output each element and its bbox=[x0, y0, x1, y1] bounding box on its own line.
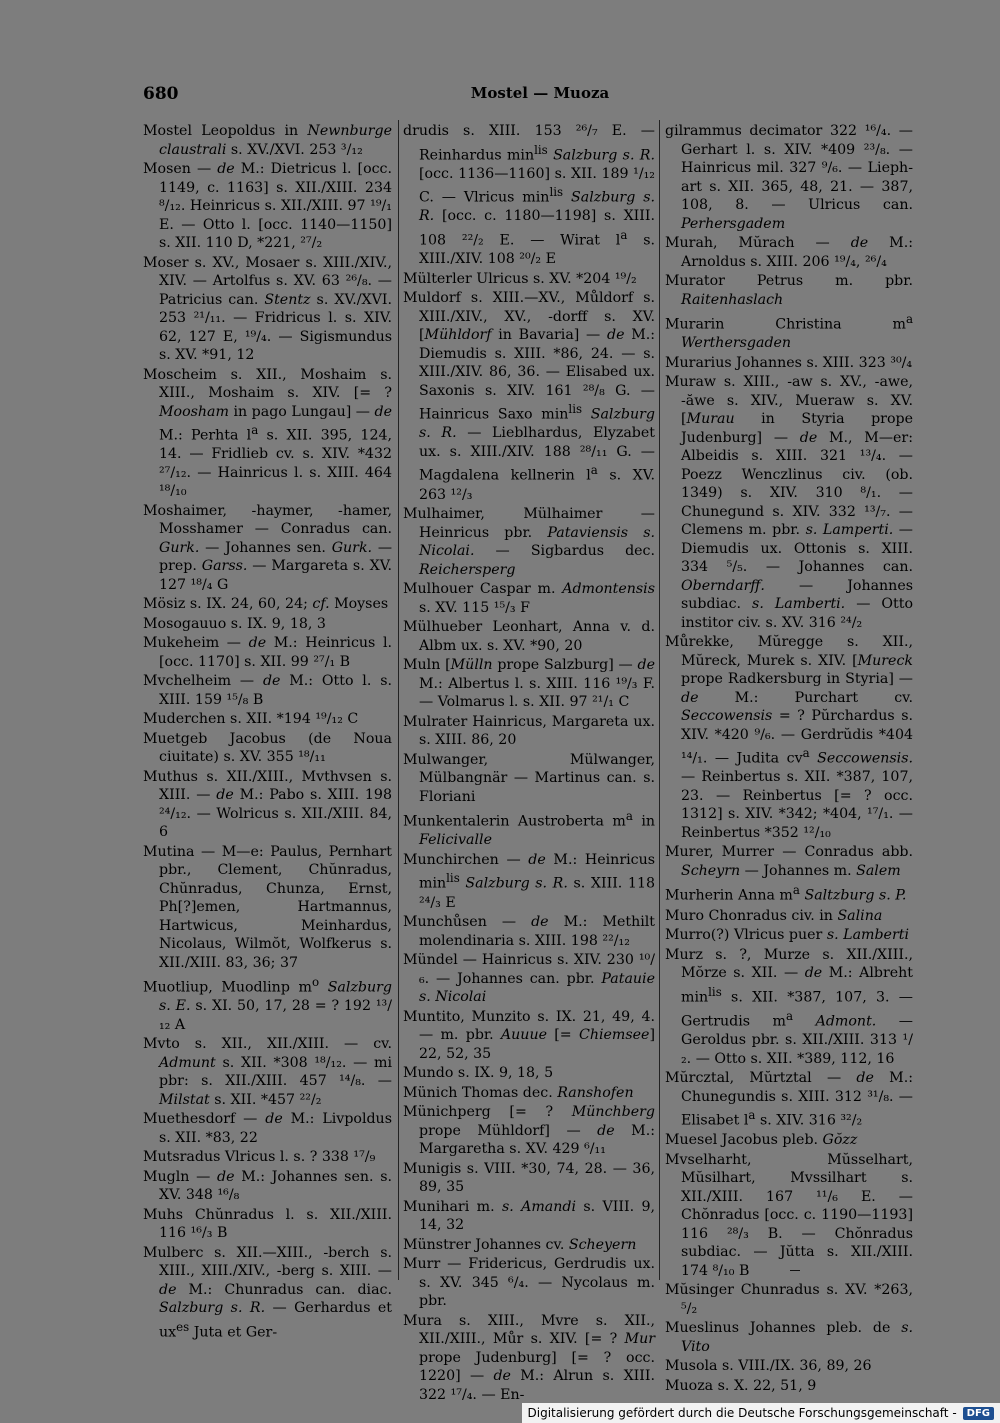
index-column-1 bbox=[143, 122, 392, 1343]
index-entry: Mundo s. IX. 9, 18, 5 bbox=[403, 1065, 554, 1082]
index-entry: Muderchen s. XII. *194 ¹⁹/₁₂ C bbox=[143, 711, 359, 728]
index-entry: Mutina — M—e: Paulus, Pernhart pbr., Clement, Chŭnradus, Chŭnradus, Chunza, Ernst, Ph[?]emen, Hartmannus, Hartwicus, Meinhardus, Nicolaus, Wilmŏt, Wolfkerus s. XII./XIII. 83, 36; 37 bbox=[143, 843, 392, 971]
index-entry: Murro(?) Vlricus puer s. Lamberti bbox=[665, 927, 909, 944]
index-entry: Murr — Fridericus, Gerdrudis ux. s. XV. 345 ⁶/₄. — Nycolaus m. pbr. bbox=[403, 1256, 655, 1310]
index-entry: Mulberc s. XII.—XIII., -berch s. XIII., XIII./XIV., -berg s. XIII. — de M.: Chunradus can. diac. Salzburg s. R. — Gerhardus et $ux^{es}$ Juta et Ger- bbox=[143, 1244, 392, 1341]
index-entry: Mündel — Hainricus s. XIV. 230 ¹⁰/₆. — Johannes can. pbr. Patauie s. Nicolai bbox=[403, 952, 655, 1006]
index-entry: Mösiz s. IX. 24, 60, 24; cf. Moyses bbox=[143, 596, 389, 613]
index-entry: Mosogauuo s. IX. 9, 18, 3 bbox=[143, 615, 326, 632]
index-entry: Muntito, Munzito s. IX. 21, 49, 4. — m. pbr. Auuue [= Chiemsee] 22, 52, 35 bbox=[403, 1008, 655, 1062]
index-entry: Muldorf s. XIII.—XV., Můldorf s. XIII./XIV., XV., -dorff s. XV. [Mühldorf in Bavaria] — de M.: Diemudis s. XIII. *86, 24. — s. XIII./XIV. 86, 36. — Elisabed ux. Saxonis s. XIV. 161 ²⁸/₈ G. — Hainricus Saxo $\min^{lis}$ Salzburg s. R. — Lieblhardus, Elyzabet ux. s. XIII./XIV. 188 ²⁸/₁₁ G. — Magdalena kellnerin $l^a$ s. XV. 263 ¹²/₃ bbox=[403, 290, 656, 503]
index-entry: Münichperg [= ? Münchberg prope Mühldorf] — de M.: Margaretha s. XV. 429 ⁶/₁₁ bbox=[403, 1104, 655, 1158]
index-entry: Mukeheim — de M.: Heinricus l. [occ. 1170] s. XII. 99 ²⁷/₁ B bbox=[143, 635, 393, 670]
index-entry: Münstrer Johannes cv. Scheyern bbox=[403, 1236, 637, 1253]
index-entry: Mŭsinger Chunradus s. XV. *263, ⁵/₂ bbox=[665, 1282, 913, 1317]
index-entry: Mulwanger, Mülwanger, Mülbangnär — Martinus can. s. Floriani bbox=[403, 751, 655, 805]
index-entry: Murarius Johannes s. XIII. 323 ³⁰/₄ bbox=[665, 354, 913, 371]
end-mark bbox=[790, 1270, 800, 1271]
footer-bar bbox=[522, 1403, 1000, 1423]
index-entry: Muro Chonradus civ. in Salina bbox=[665, 907, 883, 924]
index-entry: Murator Petrus m. pbr. Raitenhaslach bbox=[665, 273, 913, 308]
index-entry: Murz s. ?, Murze s. XII./XIII., Mŏrze s. XII. — de M.: Albreht $\min^{lis} s$. XII. *387, 107, 3. — Gertrudis $m^a$ Admont. — Geroldus pbr. s. XII./XIII. 313 ¹/₂. — Otto s. XII. *389, 112, 16 bbox=[665, 946, 913, 1067]
index-entry: Muethesdorf — de M.: Livpoldus s. XII. *83, 22 bbox=[143, 1111, 392, 1146]
index-entry: Mueslinus Johannes pleb. de s. Vito bbox=[665, 1320, 913, 1355]
index-entry: gilrammus decimator 322 ¹⁶/₄. — Gerhart l. s. XIV. *409 ²³/₈. — Hainricus mil. 327 ⁹/₆. — Liephart s. XII. 365, 48, 21. — 387, 108, 8. — Ulricus can. Perhersgadem bbox=[665, 123, 913, 232]
index-entry: Mura s. XIII., Mvre s. XII., XII./XIII., Můr s. XIV. [= ? Mur prope Judenburg] [= ? occ. 1220] — de M.: Alrun s. XIII. 322 ¹⁷/₄. — En- bbox=[403, 1312, 655, 1403]
index-entry: Mostel Leopoldus in Newnburge claustrali s. XV./XVI. 253 ³/₁₂ bbox=[143, 123, 392, 158]
column-divider bbox=[398, 120, 399, 1280]
column-divider bbox=[659, 120, 660, 1280]
index-entry: Muraw s. XIII., -aw s. XV., -awe, -ăwe s. XIV., Mueraw s. XV. [Murau in Styria prope Judenburg] — de M., M—er: Albeidis s. XIII. 321 ¹³/₄. — Poezz Wenczlinus civ. (ob. 1349) s. XIV. 310 ⁸/₁. — Chunegund s. XIV. 332 ¹³/₇. — Clemens m. pbr. s. Lamperti. — Diemudis ux. Ottonis s. XIII. 334 ⁵/₅. — Johannes can. Oberndarff. — Johannes subdiac. s. Lamberti. — Otto institor civ. s. XV. 316 ²⁴/₂ bbox=[665, 374, 913, 631]
index-entry: Moser s. XV., Mosaer s. XIII./XIV., XIV. — Artolfus s. XV. 63 ²⁶/₈. — Patricius can. Stentz s. XV./XVI. 253 ²¹/₁₁. — Fridricus l. s. XIV. 62, 127 E, ¹⁹/₄. — Sigismundus s. XV. *91, 12 bbox=[143, 254, 392, 363]
index-entry: Můrekke, Mŭregge s. XII., Mŭreck, Murek s. XIV. [Mureck prope Radkersburg in Styria] — de M.: Purchart cv. Seccowensis = ? Pŭrchardus s. XIV. *420 ⁹/₆. — Gerdrŭdis *404 ¹⁴/₁. — Judita $cv^a$ Seccowensis. — Reinbertus s. XII. *387, 107, 23. — Reinbertus [= ? occ. 1312] s. XIV. *342; *404, ¹⁷/₁. — Reinbertus *352 ¹²/₁₀ bbox=[665, 634, 913, 841]
index-entry: Murarin Christina $m^a$ Werthersgaden bbox=[665, 312, 913, 352]
dfg-logo: DFG bbox=[963, 1407, 994, 1420]
index-entry: Munchůsen — de M.: Methilt molendinaria s. XIII. 198 ²²/₁₂ bbox=[403, 914, 655, 949]
index-entry: Moscheim s. XII., Moshaim s. XIII., Moshaim s. XIV. [= ? Moosham in pago Lungau] — de M.: Perhta $l^a$ s. XII. 395, 124, 14. — Fridlieb cv. s. XIV. *432 ²⁷/₁₂. — Hainricus l. s. XIII. 464 ¹⁸/₁₀ bbox=[143, 366, 393, 500]
index-entry: Mvto s. XII., XII./XIII. — cv. Admunt s. XII. *308 ¹⁸/₁₂. — mi pbr: s. XII./XIII. 457 ¹⁴/₈. — Milstat s. XII. *457 ²²/₂ bbox=[143, 1036, 392, 1108]
index-entry: Moshaimer, -haymer, -hamer, Mosshamer — Conradus can. Gurk. — Johannes sen. Gurk. — prep. Garss. — Margareta s. XV. 127 ¹⁸/₄ G bbox=[143, 502, 393, 593]
index-entry: Munchirchen — de M.: Heinricus $\min^{lis}$ Salzburg s. R. s. XIII. 118 ²⁴/₃ E bbox=[403, 851, 656, 911]
index-column-3 bbox=[665, 122, 913, 1396]
index-entry: Mvselharht, Mŭsselhart, Mŭsilhart, Mvssilhart s. XII./XIII. 167 ¹¹/₆ E. — Chŏnradus [occ. c. 1190—1193] 116 ²⁸/₃ B. — Chŏnradus subdiac. — Jŭtta s. XII./XIII. 174 ⁸/₁₀ B bbox=[665, 1151, 913, 1279]
index-entry: Mülhueber Leonhart, Anna v. d. Albm ux. s. XV. *90, 20 bbox=[403, 619, 655, 654]
index-entry: Murherin Anna $m^a$ Saltzburg s. P. bbox=[665, 883, 907, 905]
index-entry: Mosen — de M.: Dietricus l. [occ. 1149, c. 1163] s. XII./XIII. 234 ⁸/₁₂. Heinricus s. XII./XIII. 97 ¹⁹/₁ E. — Otto l. [occ. 1140—1150] s. XII. 110 D, *221, ²⁷/₂ bbox=[143, 161, 393, 251]
index-entry: Musola s. VIII./IX. 36, 89, 26 bbox=[665, 1358, 872, 1375]
index-entry: Mulrater Hainricus, Margareta ux. s. XIII. 86, 20 bbox=[403, 713, 655, 749]
index-entry: Muln [Mülln prope Salzburg] — de M.: Albertus l. s. XIII. 116 ¹⁹/₃ F. — Volmarus l. s. XII. 97 ²¹/₁ C bbox=[403, 657, 655, 711]
index-entry: Muhs Chŭnradus l. s. XII./XIII. 116 ¹⁶/₃ B bbox=[143, 1206, 392, 1242]
index-entry: Murah, Mŭrach — de M.: Arnoldus s. XIII. 206 ¹⁹/₄, ²⁶/₄ bbox=[665, 235, 913, 270]
running-head: Mostel — Muoza bbox=[470, 84, 610, 102]
index-entry: Muthus s. XII./XIII., Mvthvsen s. XIII. — de M.: Pabo s. XIII. 198 ²⁴/₁₂. — Wolricus s. XII./XIII. 84, 6 bbox=[143, 768, 392, 841]
index-entry: Muetgeb Jacobus (de Noua ciuitate) s. XV. 355 ¹⁸/₁₁ bbox=[143, 730, 392, 766]
index-entry: Mulhaimer, Mülhaimer — Heinricus pbr. Pataviensis s. Nicolai. — Sigbardus dec. Reichersperg bbox=[403, 506, 656, 578]
index-entry: Mugln — de M.: Johannes sen. s. XV. 348 ¹⁶/₈ bbox=[143, 1168, 392, 1204]
index-entry: Munkentalerin Austroberta $m^a$ in Felicivalle bbox=[403, 809, 655, 849]
index-entry: drudis s. XIII. 153 ²⁶/₇ E. — Reinhardus $\min^{lis}$ Salzburg s. R. [occ. 1136—1160] s. XII. 189 ¹/₁₂ C. — Vlricus $\min^{lis}$ Salzburg s. R. [occ. c. 1180—1198] s. XIII. 108 ²²/₂ E. — Wirat $l^a$ s. XIII./XIV. 108 ²⁰/₂ E bbox=[403, 123, 656, 268]
index-entry: Muesel Jacobus pleb. Gŏzz bbox=[665, 1132, 858, 1149]
footer-credit: Digitalisierung gefördert durch die Deutsche Forschungsgemeinschaft - bbox=[527, 1406, 957, 1420]
index-entry: Mŭrcztal, Mŭrtztal — de M.: Chunegundis s. XIII. 312 ³¹/₈. — Elisabet $l^a$ s. XIV. 316 ³²/₂ bbox=[665, 1070, 913, 1129]
index-entry: Munigis s. VIII. *30, 74, 28. — 36, 89, 35 bbox=[403, 1160, 655, 1196]
index-entry: Münich Thomas dec. Ranshofen bbox=[403, 1084, 634, 1101]
index-entry: Mulhouer Caspar m. Admontensis s. XV. 115 ¹⁵/₃ F bbox=[403, 581, 655, 616]
page-number: 680 bbox=[143, 84, 179, 104]
index-entry: Mutsradus Vlricus l. s. ? 338 ¹⁷/₉ bbox=[143, 1149, 376, 1166]
index-entry: Muotliup, Muodlinp $m^o$ Salzburg s. E. s. XI. 50, 17, 28 = ? 192 ¹³/₁₂ A bbox=[143, 975, 392, 1033]
index-entry: Mülterler Ulricus s. XV. *204 ¹⁹/₂ bbox=[403, 270, 637, 287]
index-entry: Munihari m. s. Amandi s. VIII. 9, 14, 32 bbox=[403, 1198, 655, 1234]
index-column-2 bbox=[403, 122, 655, 1405]
index-entry: Muoza s. X. 22, 51, 9 bbox=[665, 1377, 817, 1394]
index-entry: Murer, Murrer — Conradus abb. Scheyrn — Johannes m. Salem bbox=[665, 844, 913, 879]
index-entry: Mvchelheim — de M.: Otto l. s. XIII. 159 ¹⁵/₈ B bbox=[143, 673, 392, 708]
